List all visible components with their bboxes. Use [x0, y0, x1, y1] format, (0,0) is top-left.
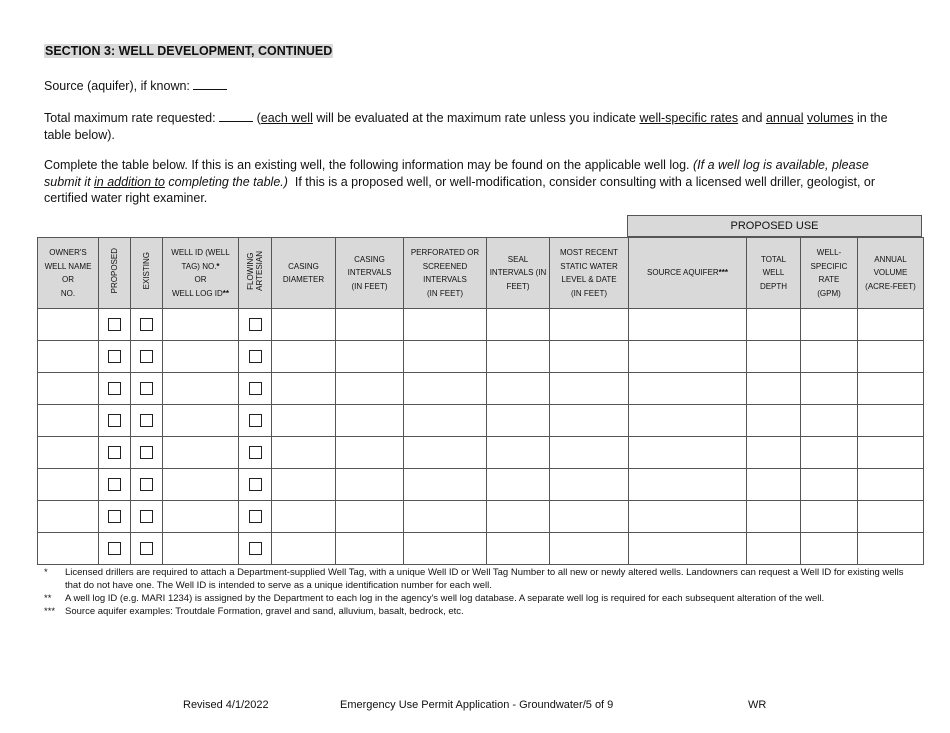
source-aquifer-cell[interactable] — [629, 309, 747, 341]
well-id-cell[interactable] — [163, 309, 239, 341]
flowing-artesian-checkbox[interactable] — [249, 382, 262, 395]
proposed-checkbox[interactable] — [108, 318, 121, 331]
section-heading: SECTION 3: WELL DEVELOPMENT, CONTINUED — [45, 44, 333, 58]
footnotes — [44, 566, 904, 618]
instructions-intro: Complete the table below. If this is an existing well, the following information may be found on the applicable well log. — [44, 158, 690, 172]
proposed-checkbox[interactable] — [108, 350, 121, 363]
casing-diameter-cell[interactable] — [272, 501, 336, 533]
instructions-tail: If this is a proposed well, or well-modification, consider consulting with a licensed well driller, geologist, or certified water right examiner. — [44, 174, 876, 205]
perforated-intervals-cell[interactable] — [404, 309, 487, 341]
instructions-paragraph — [44, 157, 906, 207]
col-seal-intervals: SEAL INTERVALS (IN FEET) — [487, 238, 550, 309]
well-specific-rate-cell[interactable] — [801, 341, 858, 373]
col-owners-well-name: OWNER'S WELL NAME OR NO. — [38, 238, 99, 309]
rate-well-specific: well-specific rates — [639, 111, 739, 125]
flowing-artesian-checkbox[interactable] — [249, 350, 262, 363]
static-water-level-cell[interactable] — [550, 309, 629, 341]
seal-intervals-cell[interactable] — [487, 501, 550, 533]
annual-volume-cell[interactable] — [858, 437, 924, 469]
owners-well-name-cell[interactable] — [38, 437, 99, 469]
owners-well-name-cell[interactable] — [38, 373, 99, 405]
owners-well-name-cell[interactable] — [38, 341, 99, 373]
table-row — [38, 469, 924, 501]
total-well-depth-cell[interactable] — [747, 533, 801, 565]
proposed-use-header — [627, 215, 922, 237]
col-total-well-depth: TOTAL WELL DEPTH — [747, 238, 801, 309]
static-water-level-cell[interactable] — [550, 437, 629, 469]
owners-well-name-cell[interactable] — [38, 501, 99, 533]
existing-checkbox[interactable] — [140, 350, 153, 363]
casing-intervals-cell[interactable] — [336, 373, 404, 405]
flowing-artesian-checkbox[interactable] — [249, 318, 262, 331]
perforated-intervals-cell[interactable] — [404, 533, 487, 565]
casing-intervals-cell[interactable] — [336, 341, 404, 373]
existing-checkbox[interactable] — [140, 510, 153, 523]
casing-diameter-cell[interactable] — [272, 309, 336, 341]
static-water-level-cell[interactable] — [550, 469, 629, 501]
checkbox-cell — [99, 469, 131, 501]
casing-diameter-cell[interactable] — [272, 437, 336, 469]
static-water-level-cell[interactable] — [550, 341, 629, 373]
static-water-level-cell[interactable] — [550, 373, 629, 405]
annual-volume-cell[interactable] — [858, 501, 924, 533]
existing-checkbox[interactable] — [140, 446, 153, 459]
proposed-use-label: PROPOSED USE — [730, 220, 819, 232]
table-row — [38, 533, 924, 565]
checkbox-cell — [131, 405, 163, 437]
casing-intervals-cell[interactable] — [336, 405, 404, 437]
well-id-cell[interactable] — [163, 373, 239, 405]
col-casing-diameter: CASING DIAMETER — [272, 238, 336, 309]
rate-mid-text: will be evaluated at the maximum rate unless you indicate — [316, 111, 636, 125]
checkbox-cell — [239, 309, 272, 341]
footnote: *** Source aquifer examples: Troutdale Formation, gravel and sand, alluvium, basalt, bedrock, etc. — [44, 606, 464, 617]
checkbox-cell — [239, 373, 272, 405]
perforated-intervals-cell[interactable] — [404, 501, 487, 533]
checkbox-cell — [131, 469, 163, 501]
seal-intervals-cell[interactable] — [487, 309, 550, 341]
flowing-artesian-checkbox[interactable] — [249, 542, 262, 555]
casing-intervals-cell[interactable] — [336, 309, 404, 341]
annual-volume-cell[interactable] — [858, 373, 924, 405]
proposed-checkbox[interactable] — [108, 382, 121, 395]
casing-diameter-cell[interactable] — [272, 533, 336, 565]
proposed-checkbox[interactable] — [108, 510, 121, 523]
existing-checkbox[interactable] — [140, 542, 153, 555]
perforated-intervals-cell[interactable] — [404, 373, 487, 405]
seal-intervals-cell[interactable] — [487, 405, 550, 437]
total-well-depth-cell[interactable] — [747, 373, 801, 405]
well-specific-rate-cell[interactable] — [801, 405, 858, 437]
flowing-artesian-checkbox[interactable] — [249, 414, 262, 427]
annual-volume-cell[interactable] — [858, 341, 924, 373]
checkbox-cell — [239, 437, 272, 469]
checkbox-cell — [131, 373, 163, 405]
total-well-depth-cell[interactable] — [747, 501, 801, 533]
checkbox-cell — [131, 309, 163, 341]
owners-well-name-cell[interactable] — [38, 405, 99, 437]
owners-well-name-cell[interactable] — [38, 533, 99, 565]
proposed-checkbox[interactable] — [108, 478, 121, 491]
proposed-checkbox[interactable] — [108, 414, 121, 427]
table-body — [38, 309, 924, 565]
owners-well-name-cell[interactable] — [38, 469, 99, 501]
casing-intervals-cell[interactable] — [336, 533, 404, 565]
rate-and: and — [741, 111, 763, 125]
col-source-aquifer: SOURCE AQUIFER*** — [629, 238, 747, 309]
source-aquifer-cell[interactable] — [629, 501, 747, 533]
checkbox-cell — [99, 405, 131, 437]
source-aquifer-field[interactable] — [193, 77, 227, 90]
col-flowing-artesian: FLOWING ARTESIAN — [239, 238, 272, 309]
total-well-depth-cell[interactable] — [747, 341, 801, 373]
annual-volume-cell[interactable] — [858, 469, 924, 501]
instructions-italic-underlined: in addition to — [94, 174, 165, 189]
seal-intervals-cell[interactable] — [487, 341, 550, 373]
seal-intervals-cell[interactable] — [487, 469, 550, 501]
checkbox-cell — [131, 533, 163, 565]
well-specific-rate-cell[interactable] — [801, 309, 858, 341]
well-id-cell[interactable] — [163, 533, 239, 565]
checkbox-cell — [239, 469, 272, 501]
footer-revised: Revised 4/1/2022 — [183, 699, 269, 711]
rate-volumes: volumes — [806, 111, 854, 125]
seal-intervals-cell[interactable] — [487, 437, 550, 469]
source-aquifer-cell[interactable] — [629, 469, 747, 501]
well-id-cell[interactable] — [163, 341, 239, 373]
seal-intervals-cell[interactable] — [487, 373, 550, 405]
col-well-specific-rate: WELL- SPECIFIC RATE (GPM) — [801, 238, 858, 309]
rate-each-well: each well — [260, 111, 313, 125]
static-water-level-cell[interactable] — [550, 533, 629, 565]
flowing-artesian-checkbox[interactable] — [249, 478, 262, 491]
flowing-artesian-checkbox[interactable] — [249, 446, 262, 459]
table-row — [38, 373, 924, 405]
footnote: ** A well log ID (e.g. MARI 1234) is assigned by the Department to each log in the agency's well log database. A separate well log is required for each subsequent alteration of the well. — [44, 593, 825, 604]
checkbox-cell — [239, 533, 272, 565]
casing-diameter-cell[interactable] — [272, 373, 336, 405]
perforated-intervals-cell[interactable] — [404, 341, 487, 373]
seal-intervals-cell[interactable] — [487, 533, 550, 565]
proposed-checkbox[interactable] — [108, 542, 121, 555]
casing-diameter-cell[interactable] — [272, 405, 336, 437]
checkbox-cell — [239, 405, 272, 437]
checkbox-cell — [131, 341, 163, 373]
rate-annual: annual — [765, 111, 804, 125]
checkbox-cell — [99, 501, 131, 533]
max-rate-paragraph — [44, 109, 906, 143]
checkbox-cell — [239, 341, 272, 373]
flowing-artesian-checkbox[interactable] — [249, 510, 262, 523]
col-annual-volume: ANNUAL VOLUME (ACRE-FEET) — [858, 238, 924, 309]
annual-volume-cell[interactable] — [858, 405, 924, 437]
existing-checkbox[interactable] — [140, 478, 153, 491]
casing-diameter-cell[interactable] — [272, 341, 336, 373]
well-specific-rate-cell[interactable] — [801, 373, 858, 405]
well-specific-rate-cell[interactable] — [801, 533, 858, 565]
existing-checkbox[interactable] — [140, 414, 153, 427]
instructions-italic-2: completing the table.) — [168, 174, 288, 189]
source-aquifer-cell[interactable] — [629, 341, 747, 373]
table-row — [38, 437, 924, 469]
casing-intervals-cell[interactable] — [336, 501, 404, 533]
source-aquifer-line — [44, 77, 906, 95]
casing-intervals-cell[interactable] — [336, 469, 404, 501]
footer-code: WR — [748, 699, 767, 711]
owners-well-name-cell[interactable] — [38, 309, 99, 341]
well-table — [37, 237, 924, 565]
col-static-water-level: MOST RECENT STATIC WATER LEVEL & DATE (IN FEET) — [550, 238, 629, 309]
table-row — [38, 501, 924, 533]
total-well-depth-cell[interactable] — [747, 469, 801, 501]
proposed-checkbox[interactable] — [108, 446, 121, 459]
existing-checkbox[interactable] — [140, 382, 153, 395]
checkbox-cell — [99, 309, 131, 341]
source-aquifer-cell[interactable] — [629, 405, 747, 437]
max-rate-field[interactable] — [219, 109, 253, 122]
rate-open-paren: ( — [256, 111, 261, 125]
checkbox-cell — [131, 437, 163, 469]
checkbox-cell — [99, 341, 131, 373]
static-water-level-cell[interactable] — [550, 501, 629, 533]
well-id-cell[interactable] — [163, 437, 239, 469]
rate-prefix: Total maximum rate requested: — [44, 111, 216, 125]
footnote: * Licensed drillers are required to attach a Department-supplied Well Tag, with a unique Well ID or Well Tag Number to all new or newly altered wells. Landowners can request a Well ID for existing wells that do not have one. The Well ID is intended to serve as a unique identification number for each well. — [44, 567, 904, 591]
col-casing-intervals: CASING INTERVALS (IN FEET) — [336, 238, 404, 309]
checkbox-cell — [131, 501, 163, 533]
col-existing: EXISTING — [131, 238, 163, 309]
well-id-cell[interactable] — [163, 501, 239, 533]
checkbox-cell — [99, 373, 131, 405]
table-row — [38, 405, 924, 437]
checkbox-cell — [99, 437, 131, 469]
total-well-depth-cell[interactable] — [747, 437, 801, 469]
source-aquifer-cell[interactable] — [629, 533, 747, 565]
well-specific-rate-cell[interactable] — [801, 501, 858, 533]
static-water-level-cell[interactable] — [550, 405, 629, 437]
existing-checkbox[interactable] — [140, 318, 153, 331]
well-specific-rate-cell[interactable] — [801, 437, 858, 469]
table-header-row — [38, 238, 924, 309]
annual-volume-cell[interactable] — [858, 309, 924, 341]
well-id-cell[interactable] — [163, 469, 239, 501]
total-well-depth-cell[interactable] — [747, 405, 801, 437]
instructions-italic-1: (If a well log is available, please submit it — [44, 158, 869, 189]
table-row — [38, 341, 924, 373]
checkbox-cell — [239, 501, 272, 533]
perforated-intervals-cell[interactable] — [404, 469, 487, 501]
annual-volume-cell[interactable] — [858, 533, 924, 565]
checkbox-cell — [99, 533, 131, 565]
footer-title: Emergency Use Permit Application - Groundwater/5 of 9 — [340, 699, 614, 711]
source-label: Source (aquifer), if known: — [44, 79, 190, 93]
well-specific-rate-cell[interactable] — [801, 469, 858, 501]
col-proposed: PROPOSED — [99, 238, 131, 309]
rate-suffix: in the table below). — [44, 111, 888, 142]
total-well-depth-cell[interactable] — [747, 309, 801, 341]
source-aquifer-cell[interactable] — [629, 373, 747, 405]
casing-intervals-cell[interactable] — [336, 437, 404, 469]
col-well-id: WELL ID (WELL TAG) NO.* OR WELL LOG ID** — [163, 238, 239, 309]
col-perforated-intervals: PERFORATED OR SCREENED INTERVALS (IN FEET) — [404, 238, 487, 309]
source-aquifer-cell[interactable] — [629, 437, 747, 469]
table-row — [38, 309, 924, 341]
well-id-cell[interactable] — [163, 405, 239, 437]
perforated-intervals-cell[interactable] — [404, 437, 487, 469]
perforated-intervals-cell[interactable] — [404, 405, 487, 437]
casing-diameter-cell[interactable] — [272, 469, 336, 501]
